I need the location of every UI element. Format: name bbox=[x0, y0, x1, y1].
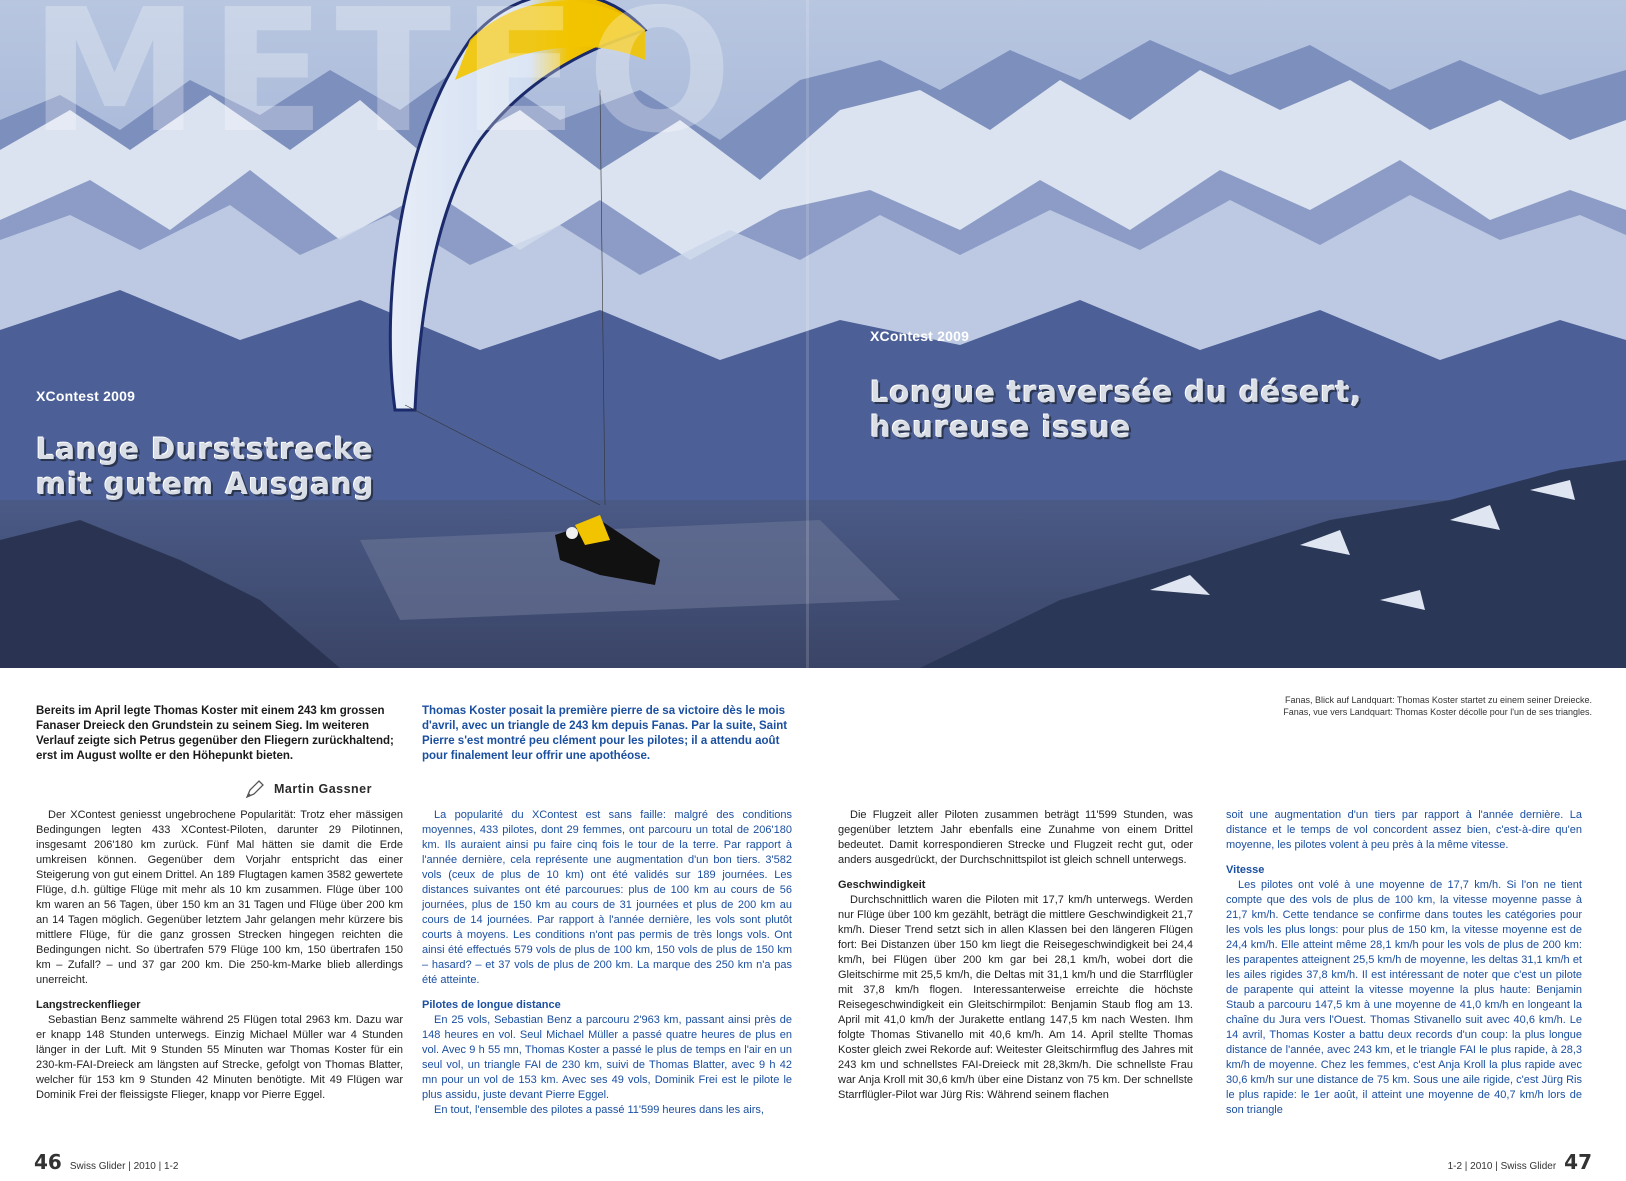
headline-right-line1: Longue traversée du désert, bbox=[870, 375, 1363, 409]
column-4-paragraph: soit une augmentation d'un tiers par rapport à l'année dernière. La distance et le temps de vol concordent assez bien, c'est-à-dire qu'en moyenne, les pilotes volent à peu près à la même vitesse. bbox=[1226, 809, 1582, 851]
kicker-left: XContest 2009 bbox=[36, 388, 136, 404]
pen-icon bbox=[244, 778, 266, 800]
masthead-watermark bbox=[30, 0, 890, 140]
column-4-subheading: Vitesse bbox=[1226, 864, 1265, 876]
headline-right-line2: heureuse issue bbox=[870, 409, 1132, 444]
author-name: Martin Gassner bbox=[274, 782, 373, 796]
column-2-paragraph: En 25 vols, Sebastian Benz a parcouru 2'963 km, passant ainsi près de 148 heures en vol. Seul Michael Müller a passé quatre heures de plus en vol. Avec 9 h 55 mn, Thomas Koster a passé le plus de temps en l'air en un seul vol, un triangle FAI de 230 km, suivi de Thomas Blatter, avec 9 h 42 mn pour un vol de 153 km. Avec ses 49 vols, Dominik Frei est le pilote le plus assidu, juste devant Pierre Eggel. bbox=[422, 1014, 792, 1101]
author-byline bbox=[244, 778, 372, 800]
column-4 bbox=[1226, 808, 1582, 1118]
column-2-paragraph: La popularité du XContest est sans faille: malgré des conditions moyennes, 433 pilotes, dont 29 femmes, ont parcouru un total de 206'180 km. Ils auraient ainsi pu faire cinq fois le tour de la terre. Par rapport à l'année dernière, cela représente une augmentation d'un bon tiers. 3'582 vols (ceux de plus de 10 km) ont été validés sur 189 journées. Les distances suivantes ont été parcourues: plus de 100 km au cours de 56 journées, plus de 150 km au cours de 31 journées et plus de 200 km au cours de 14 journées. Par rapport à l'année dernière, les vols sont plutôt courts à moyens. Les conditions n'ont pas permis de très longs vols. Ont ainsi été effectués 579 vols de plus de 100 km, 150 vols de plus de 150 km – hasard? – et 37 vols de plus de 200 km. La marque des 250 km n'a pas été atteinte. bbox=[422, 809, 792, 986]
headline-right bbox=[870, 375, 1530, 445]
column-1-paragraph: Der XContest geniesst ungebrochene Popularität: Trotz eher mässigen Bedingungen legten 433 XContest-Piloten, darunter 29 Pilotinnen, insgesamt 206'180 km zurück. Fünf Mal hätten sie damit die Erde umkreisen können. Gegenüber dem Vorjahr entspricht das einer Steigerung von gut einem Drittel. An 189 Flugtagen kamen 3582 gewertete Flüge, d.h. gültige Flüge mit mehr als 10 km zusammen. Flüge über 100 km waren an 56 Tagen, über 150 km an 31 Tagen und Flüge über 200 km an 14 Tagen möglich. Gegenüber letztem Jahr gelangen mehr kürzere bis mittlere Flüge, für die ganz grossen Strecken hingegen reichten die Bedingungen nicht. So übertrafen 579 Flüge 100 km, 150 übertrafen 150 km – Zufall? – und 37 gar 200 km. Die 250-km-Marke blieb allerdings unerreicht. bbox=[36, 809, 403, 986]
column-2-paragraph: En tout, l'ensemble des pilotes a passé 11'599 heures dans les airs, bbox=[434, 1104, 764, 1116]
column-1-subheading: Langstreckenflieger bbox=[36, 999, 141, 1011]
lead-german: Bereits im April legte Thomas Koster mit einem 243 km grossen Fanaser Dreieck den Grundstein zu seinem Sieg. Im weiteren Verlauf zeigte sich Petrus gegenüber den Fliegern zurückhaltend; erst im August wollte er den Höhepunkt bieten. bbox=[36, 705, 394, 762]
headline-left-line1: Lange Durststrecke bbox=[36, 432, 374, 466]
column-3-paragraph: Die Flugzeit aller Piloten zusammen beträgt 11'599 Stunden, was gegenüber letztem Jahr ebenfalls eine Zunahme von einem Drittel bedeutet. Damit korrespondieren Strecke und Flugzeit recht gut, oder anders ausgedrückt, der Durchschnittspilot ist gleich schnell unterwegs. bbox=[838, 809, 1193, 866]
folio-left-text: Swiss Glider | 2010 | 1-2 bbox=[69, 1161, 179, 1172]
column-4-paragraph: Les pilotes ont volé à une moyenne de 17,7 km/h. Si l'on ne tient compte que des vols de plus de 100 km, la vitesse moyenne passe à 21,7 km/h. Cette tendance se confirme dans toutes les catégories pour les vols les plus longs: pour plus de 150 km, la vitesse moyenne est de 24,4 km/h. Elle atteint même 28,1 km/h pour les vols de plus de 200 km: les parapentes atteignent 25,5 km/h de moyenne, les deltas 31,1 km/h et les ailes rigides 37,8 km/h. Il est intéressant de noter que c'est un pilote de parapente qui atteint la vitesse moyenne la plus haute: Benjamin Staub a parcouru 147,5 km à une moyenne de 41,0 km/h en longeant la chaîne du Jura vers l'Ouest. Thomas Stivanello suit avec 40,6 km/h. Le 14 avril, Thomas Koster a battu deux records d'un coup: la plus longue distance de l'année, avec 243 km, et le triangle FAI le plus rapide, à 28,3 km/h de moyenne. Chez les femmes, c'est Anja Kroll la plus rapide avec 30,6 km/h sur une distance de 75 km. Sous une aile rigide, c'est Jürg Ris le plus rapide: le 1er août, il atteint une moyenne de 40,7 km/h lors de son triangle bbox=[1226, 879, 1582, 1116]
headline-left bbox=[36, 432, 516, 502]
page-number-right: 47 bbox=[1564, 1150, 1592, 1174]
caption-german: Fanas, Blick auf Landquart: Thomas Koster startet zu einem seiner Dreiecke. bbox=[1285, 695, 1592, 705]
column-3 bbox=[838, 808, 1193, 1103]
headline-left-line2: mit gutem Ausgang bbox=[36, 466, 375, 501]
svg-text:METEO: METEO bbox=[30, 0, 742, 140]
lead-french: Thomas Koster posait la première pierre de sa victoire dès le mois d'avril, avec un triangle de 243 km depuis Fanas. Par la suite, Saint Pierre s'est montré peu clément pour les pilotes; il a attendu août pour finalement leur offrir une apothéose. bbox=[422, 705, 788, 762]
column-2 bbox=[422, 808, 792, 1118]
page-number-left: 46 bbox=[34, 1150, 62, 1174]
folio-right bbox=[1448, 1150, 1592, 1174]
column-3-paragraph: Durchschnittlich waren die Piloten mit 17,7 km/h unterwegs. Werden nur Flüge über 100 km gezählt, beträgt die mittlere Geschwindigkeit 21,7 km/h. Dieser Trend setzt sich in allen Klassen bei den längeren Flügen fort: Bei Distanzen über 150 km liegt die Reisegeschwindigkeit bei 24,4 km/h, bei Flügen über 200 km gar bei 28,1 km/h, wobei dort die Gleitschirme mit 25,5 km/h, die Deltas mit 31,1 km/h und die Starrflügler mit 37,8 km/h flogen. Interessanterweise erreichte die höchste Reisegeschwindigkeit ein Gleitschirmpilot: Benjamin Staub flog am 13. April mit 41,0 km/h der Jurakette entlang 147,5 km nach Westen. Ihm folgte Thomas Stivanello mit 40,6 km/h. Am 14. April stellte Thomas Koster gleich zwei Rekorde auf: Weitester Gleitschirmflug des Jahres mit 243 km und schnellstes FAI-Dreieck mit 28,3km/h. Die schnellste Frau war Anja Kroll mit 30,6 km/h über eine Distanz von 75 km. Der schnellste Starrflügler-Pilot war Jürg Ris: Während seinem flachen bbox=[838, 894, 1193, 1101]
column-2-subheading: Pilotes de longue distance bbox=[422, 999, 561, 1011]
photo-caption bbox=[1283, 694, 1592, 718]
folio-left bbox=[34, 1150, 178, 1174]
column-1 bbox=[36, 808, 403, 1103]
column-3-subheading: Geschwindigkeit bbox=[838, 879, 926, 891]
column-1-paragraph: Sebastian Benz sammelte während 25 Flügen total 2963 km. Dazu war er knapp 148 Stunden unterwegs. Einzig Michael Müller war 4 Stunden länger in der Luft. Mit 9 Stunden 55 Minuten war Thomas Koster für ein 230-km-FAI-Dreieck am längsten auf Strecke, gefolgt von Thomas Blatter, welcher für 153 km 9 Stunden 42 Minuten benötigte. Mit 49 Flügen war Dominik Frei der fleissigste Flieger, knapp vor Pierre Eggel. bbox=[36, 1014, 403, 1101]
page-gutter bbox=[806, 0, 809, 668]
kicker-right: XContest 2009 bbox=[870, 328, 970, 344]
caption-french: Fanas, vue vers Landquart: Thomas Koster décolle pour l'un de ses triangles. bbox=[1283, 707, 1592, 717]
folio-right-text: 1-2 | 2010 | Swiss Glider bbox=[1447, 1161, 1557, 1172]
